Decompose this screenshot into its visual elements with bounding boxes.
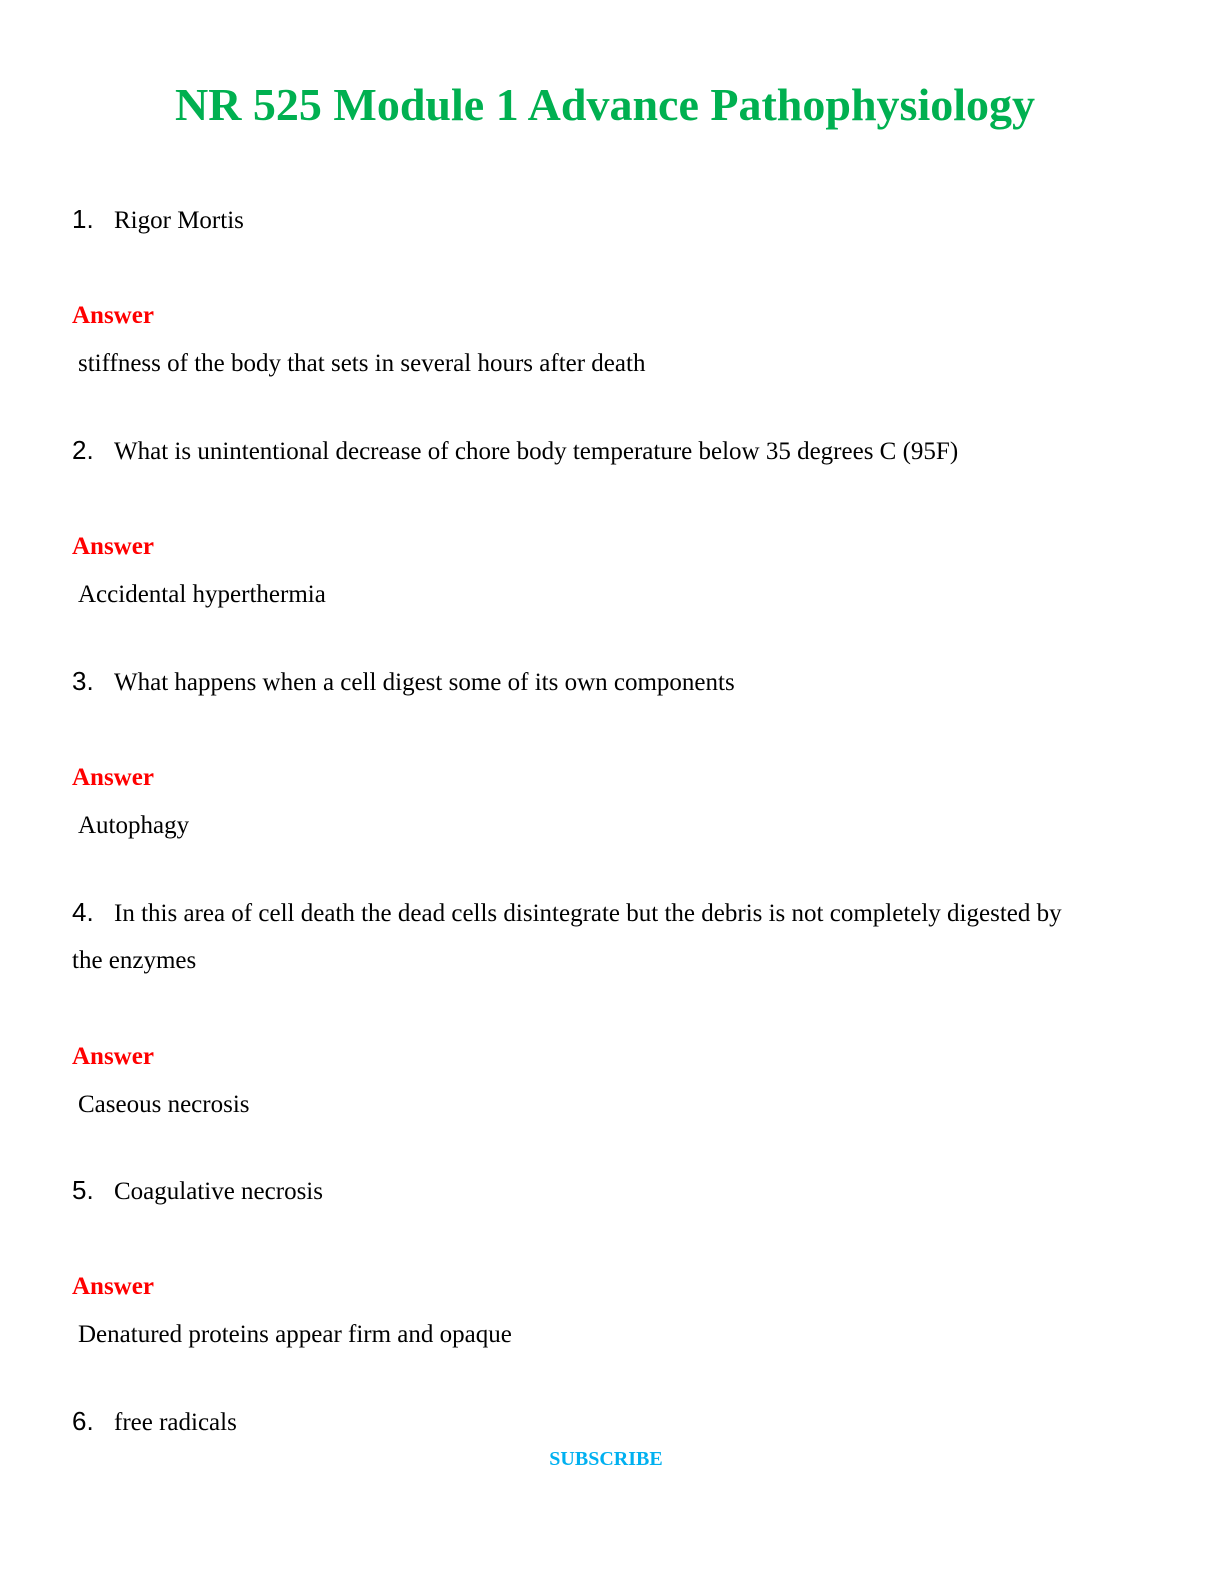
question-number: 1.: [72, 204, 94, 234]
question-text: In this area of cell death the dead cells disintegrate but the debris is not completely digested by the enzymes: [72, 900, 1062, 974]
question-text: free radicals: [114, 1409, 237, 1436]
question-text: What is unintentional decrease of chore body temperature below 35 degrees C (95F): [114, 438, 959, 465]
answer-text: Autophagy: [78, 812, 190, 839]
question-3: [72, 658, 1062, 706]
answer-text: Accidental hyperthermia: [78, 581, 326, 608]
answer-label: Answer: [72, 764, 154, 791]
question-number: 6.: [72, 1406, 94, 1436]
page-title: NR 525 Module 1 Advance Pathophysiology: [174, 79, 1036, 130]
question-number: 4.: [72, 897, 94, 927]
question-6: [72, 1398, 1062, 1446]
answer-text: stiffness of the body that sets in several hours after death: [78, 350, 646, 377]
answer-label: Answer: [72, 1043, 154, 1070]
question-4: [72, 889, 1062, 984]
question-5: [72, 1167, 1062, 1215]
answer-text: Denatured proteins appear firm and opaque: [78, 1321, 512, 1348]
question-number: 3.: [72, 666, 94, 696]
question-1: [72, 196, 1062, 244]
answer-label: Answer: [72, 533, 154, 560]
question-text: What happens when a cell digest some of its own components: [114, 669, 735, 696]
question-number: 5.: [72, 1175, 94, 1205]
answer-label: Answer: [72, 1273, 154, 1300]
question-2: [72, 427, 1062, 475]
question-number: 2.: [72, 435, 94, 465]
answer-label: Answer: [72, 302, 154, 329]
answer-text: Caseous necrosis: [78, 1091, 250, 1118]
subscribe-link[interactable]: SUBSCRIBE: [549, 1448, 663, 1470]
question-text: Coagulative necrosis: [114, 1178, 323, 1205]
question-text: Rigor Mortis: [114, 207, 244, 234]
